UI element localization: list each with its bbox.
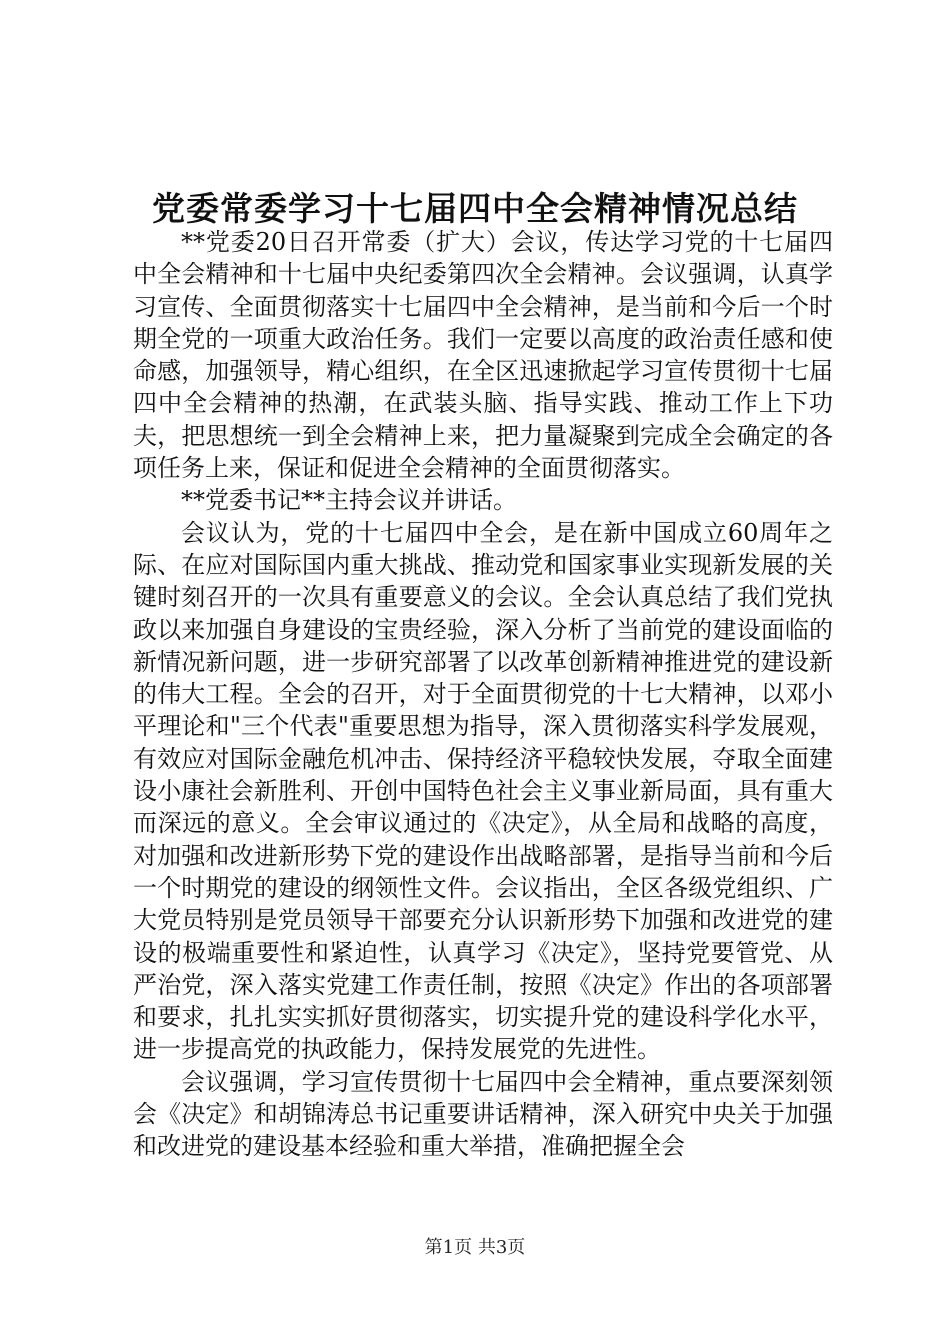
paragraph-4: 会议强调，学习宣传贯彻十七届四中会全精神，重点要深刻领会《决定》和胡锦涛总书记重要讲话精神，深入研究中央关于加强和改进党的建设基本经验和重大举措，准确把握全会 (133, 1067, 833, 1161)
page-footer: 第1页 共3页 (424, 1237, 526, 1258)
paragraph-1: **党委20日召开常委（扩大）会议，传达学习党的十七届四中全会精神和十七届中央纪委第四次全会精神。会议强调，认真学习宣传、全面贯彻落实十七届四中全会精神，是当前和今后一个时期全党的一项重大政治任务。我们一定要以高度的政治责任感和使命感，加强领导，精心组织，在全区迅速掀起学习宣传贯彻十七届四中全会精神的热潮，在武装头脑、指导实践、推动工作上下功夫，把思想统一到全会精神上来，把力量凝聚到完成全会确定的各项任务上来，保证和促进全会精神的全面贯彻落实。 (133, 228, 833, 483)
document-body (133, 226, 833, 1163)
paragraph-3: 会议认为，党的十七届四中全会，是在新中国成立60周年之际、在应对国际国内重大挑战、推动党和国家事业实现新发展的关键时刻召开的一次具有重要意义的会议。全会认真总结了我们党执政以来加强自身建设的宝贵经验，深入分析了当前党的建设面临的新情况新问题，进一步研究部署了以改革创新精神推进党的建设新的伟大工程。全会的召开，对于全面贯彻党的十七大精神，以邓小平理论和"三个代表"重要思想为指导，深入贯彻落实科学发展观，有效应对国际金融危机冲击、保持经济平稳较快发展，夺取全面建设小康社会新胜利、开创中国特色社会主义事业新局面，具有重大而深远的意义。全会审议通过的《决定》，从全局和战略的高度，对加强和改进新形势下党的建设作出战略部署，是指导当前和今后一个时期党的建设的纲领性文件。会议指出，全区各级党组织、广大党员特别是党员领导干部要充分认识新形势下加强和改进党的建设的极端重要性和紧迫性，认真学习《决定》，坚持党要管党、从严治党，深入落实党建工作责任制，按照《决定》作出的各项部署和要求，扎扎实实抓好贯彻落实，切实提升党的建设科学化水平，进一步提高党的执政能力，保持发展党的先进性。 (133, 518, 833, 1064)
paragraph-2: **党委书记**主持会议并讲话。 (181, 486, 517, 515)
document-title: 党委常委学习十七届四中全会精神情况总结 (152, 189, 798, 228)
